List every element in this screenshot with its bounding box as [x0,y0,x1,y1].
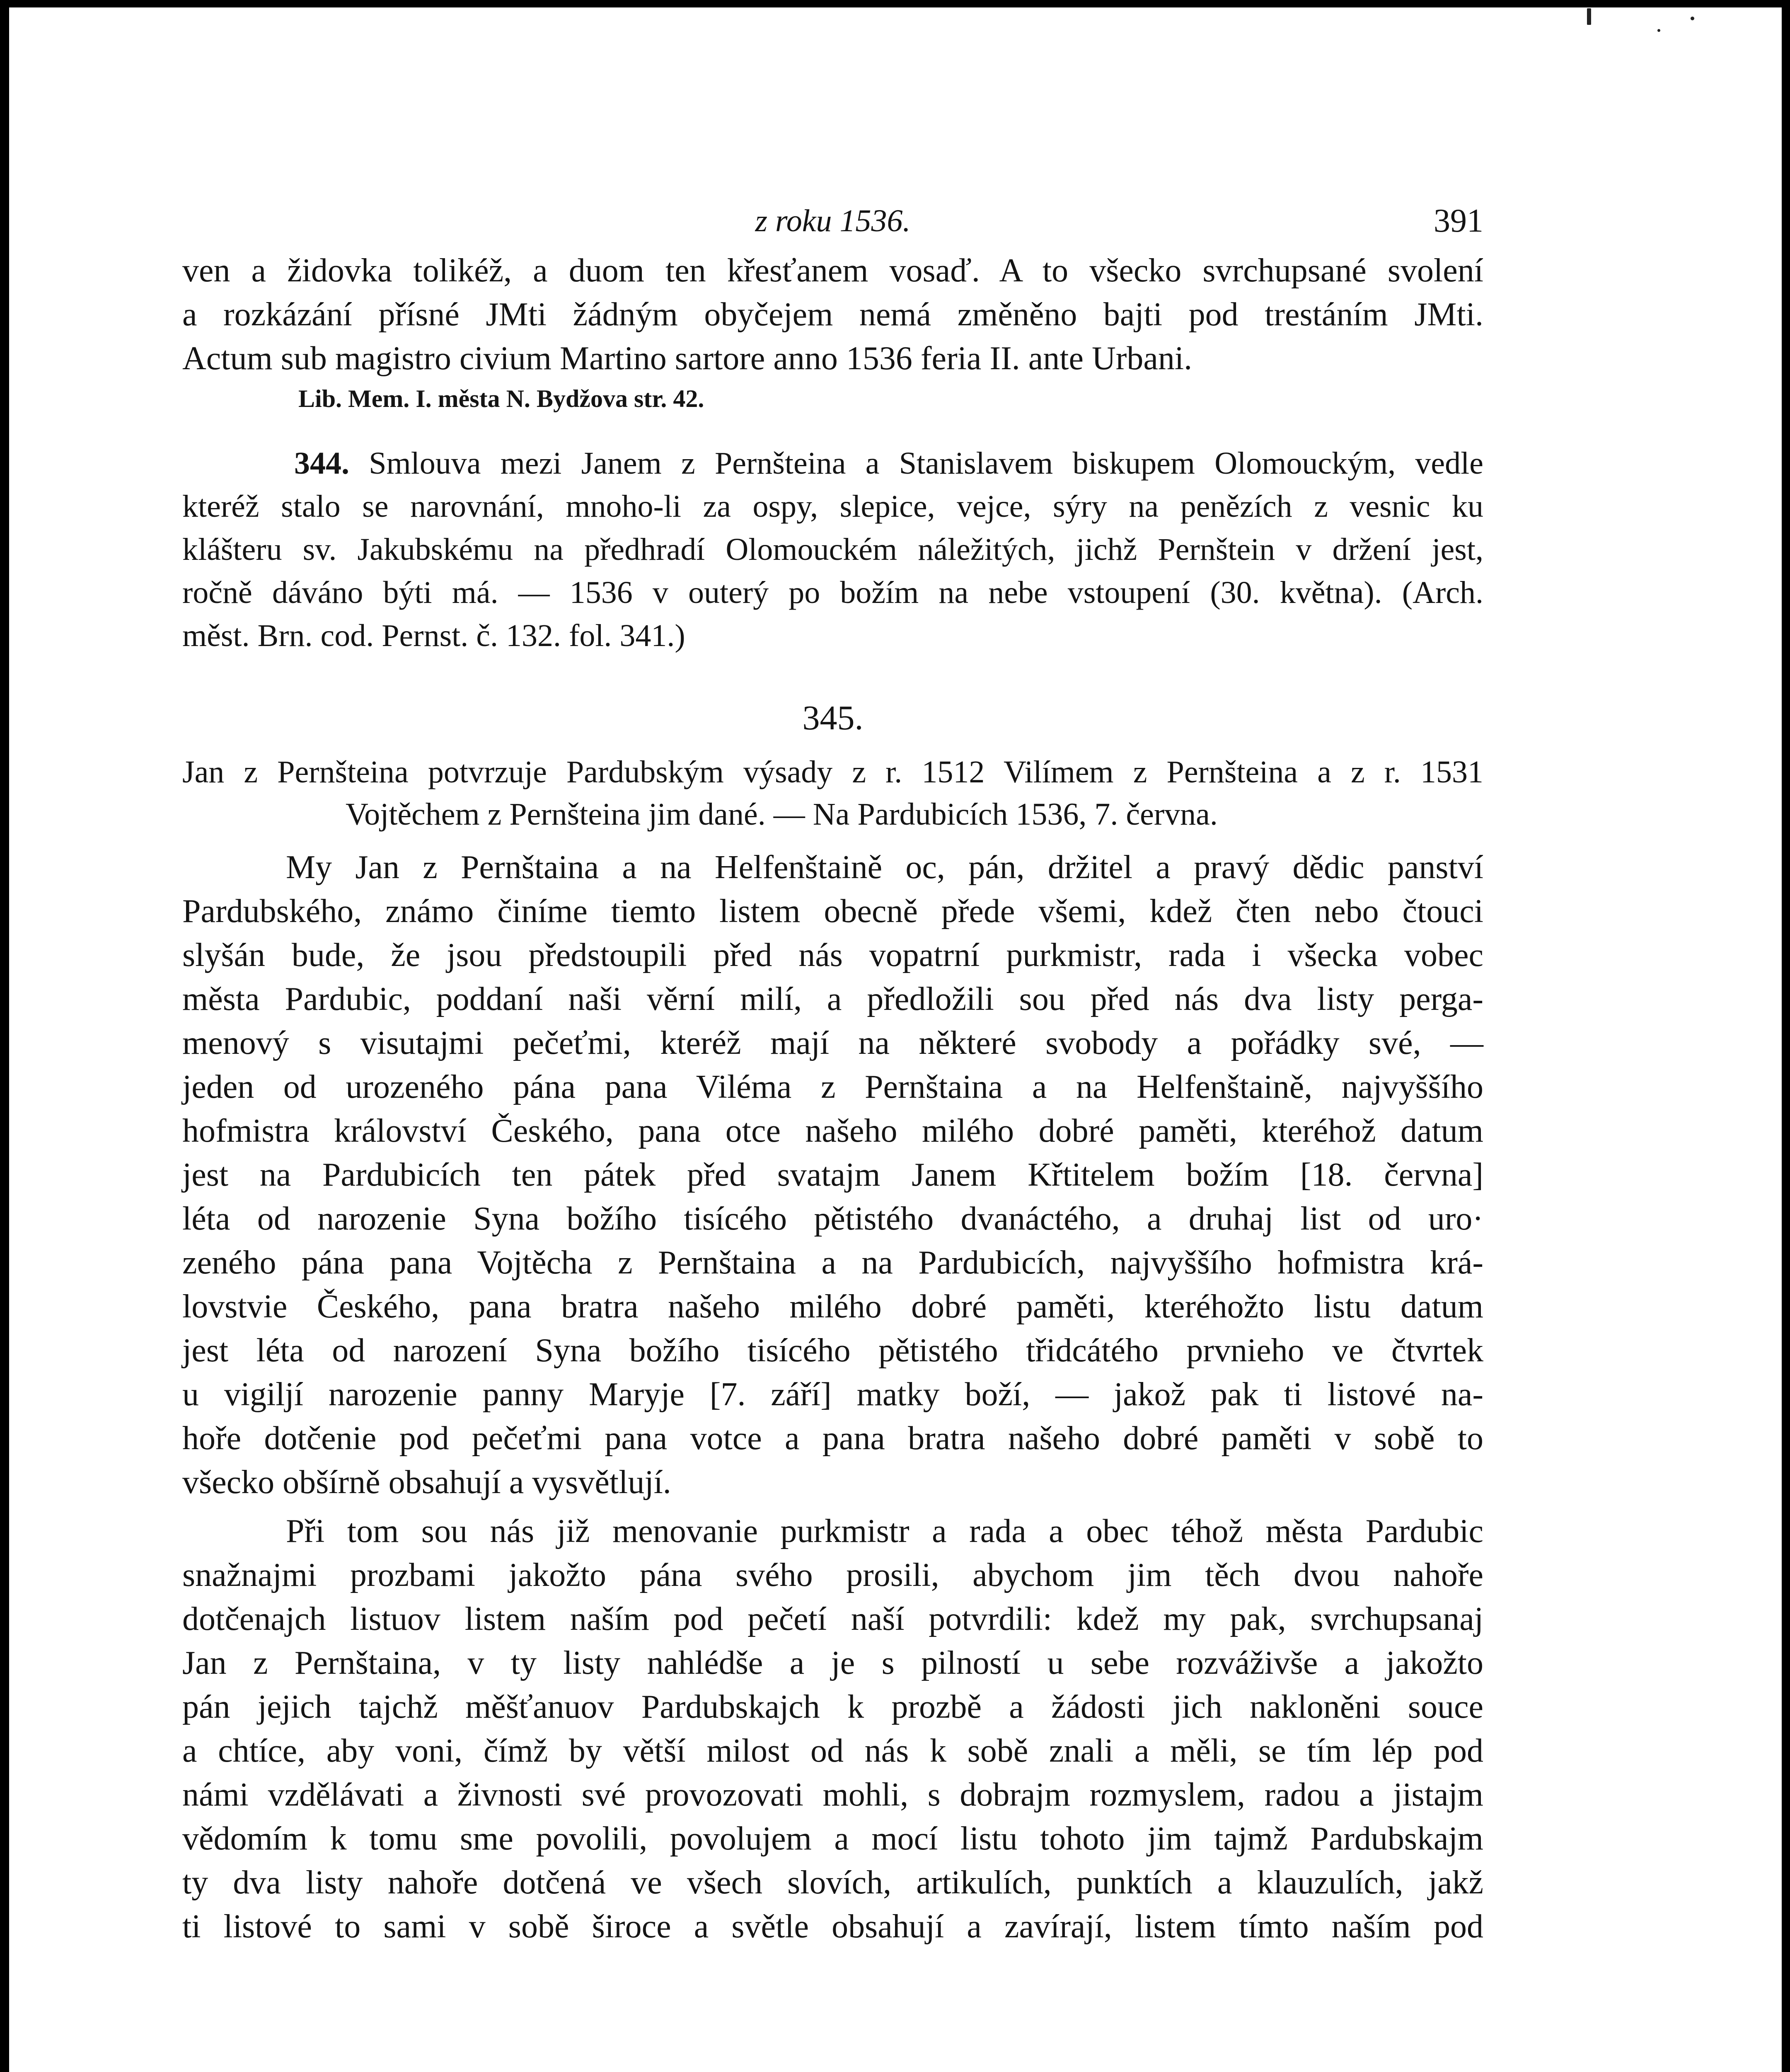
document-345-heading [182,751,1483,835]
scan-border-left [0,0,9,2072]
page-number: 391 [1434,203,1483,239]
source-note: Lib. Mem. I. města N. Bydžova str. 42. [298,385,704,412]
document-344-first-line [182,442,1483,485]
scan-speck [1657,29,1660,32]
text-line: města Pardubic, poddaní naši věrní milí, a předložili sou před nás dva listy perga- [182,981,1483,1017]
text-line: menový s visutajmi pečeťmi, kteréž mají na některé svobody a pořádky své, — [182,1025,1483,1061]
document-345-paragraph-2 [182,1509,1483,1949]
text-line: měst. Brn. cod. Pernst. č. 132. fol. 341.) [182,618,685,653]
document-345-paragraph-1 [182,845,1483,1504]
text-line: Jan z Pernštaina, v ty listy nahlédše a je s pilností u sebe rozváživše a jakožto [182,1645,1483,1681]
text-line: jest na Pardubicích ten pátek před svatajm Janem Křtitelem božím [18. června] [182,1157,1483,1193]
text-line: hofmistra království Českého, pana otce našeho milého dobré paměti, kteréhož datum [182,1113,1483,1149]
text-line: dotčenajch listuov listem naším pod pečetí naší potvrdili: kdež my pak, svrchupsanaj [182,1601,1483,1637]
text-line: u vigiljí narozenie panny Maryje [7. září] matky boží, — jakož pak ti listové na- [182,1376,1483,1413]
text-line: jest léta od narození Syna božího tisícého pětistého třidcátého prvnieho ve čtvrtek [182,1332,1483,1369]
text-line: všecko obšírně obsahují a vysvětlují. [182,1464,671,1501]
scan-speck [1691,17,1694,20]
text-line: vědomím k tomu sme povolili, povolujem a mocí listu tohoto jim tajmž Pardubskajm [182,1820,1483,1857]
text-line: Actum sub magistro civium Martino sartore anno 1536 feria II. ante Urbani. [182,340,1193,377]
text-line: ty dva listy nahoře dotčená ve všech slovích, artikulích, punktích a klauzulích, jakž [182,1864,1483,1901]
text-line: námi vzdělávati a živnosti své provozovati mohli, s dobrajm rozmyslem, radou a jistajm [182,1777,1483,1813]
text-line: snažnajmi prozbami jakožto pána svého prosili, abychom jim těch dvou nahoře [182,1557,1483,1593]
heading-line: Vojtěchem z Pernšteina jim dané. — Na Pardubicích 1536, 7. června. [346,797,1218,832]
text-line: hoře dotčenie pod pečeťmi pana votce a pana bratra našeho dobré paměti v sobě to [182,1420,1483,1457]
running-title: z roku 1536. [755,203,911,238]
text-line: ročně dáváno býti má. — 1536 v outerý po božím na nebe vstoupení (30. května). (Arch. [182,575,1483,610]
book-page [182,199,1483,1949]
text-line: Při tom sou nás již menovanie purkmistr a rada a obec téhož města Pardubic [286,1513,1483,1549]
text-line: Pardubského, známo činíme tiemto listem obecně přede všemi, kdež čten nebo čtouci [182,893,1483,929]
text-line: léta od narozenie Syna božího tisícého pětistého dvanáctého, a druhaj list od uro· [182,1201,1483,1237]
text-line: pán jejich tajchž měšťanuov Pardubskajch k prozbě a žádosti jich nakloněni souce [182,1689,1483,1725]
text-line: My Jan z Pernštaina a na Helfenštaině oc, pán, držitel a pravý dědic panství [286,849,1483,886]
text-line: kteréž stalo se narovnání, mnoho-li za ospy, slepice, vejce, sýry na penězích z vesnic ku [182,489,1483,524]
text-line: klášteru sv. Jakubskému na předhradí Olomouckém náležitých, jichž Pernštein v držení jest, [182,532,1483,567]
text-line: zeného pána pana Vojtěcha z Pernštaina a na Pardubicích, najvyššího hofmistra krá- [182,1244,1483,1281]
text-line: jeden od urozeného pána pana Viléma z Pernštaina a na Helfenštaině, najvyššího [182,1069,1483,1105]
text-line: ven a židovka tolikéž, a duom ten křesťanem vosaď. A to všecko svrchupsané svolení [182,252,1483,289]
text-line: Smlouva mezi Janem z Pernšteina a Stanislavem biskupem Olomouckým, vedle [369,446,1483,481]
text-line: slyšán bude, že jsou předstoupili před nás vopatrní purkmistr, rada i všecka vobec [182,937,1483,973]
document-344 [182,442,1483,657]
document-343-tail [182,249,1483,415]
text-line: lovstvie Českého, pana bratra našeho milého dobré paměti, kteréhožto listu datum [182,1288,1483,1325]
text-line: a chtíce, aby voni, čímž by větší milost od nás k sobě znali a měli, se tím lép pod [182,1733,1483,1769]
document-number-345: 345. [802,699,864,737]
scan-border-right [1782,0,1790,2072]
heading-line: Jan z Pernšteina potvrzuje Pardubským výsady z r. 1512 Vilímem z Pernšteina a z r. 1531 [182,755,1483,789]
document-number: 344. [294,446,349,481]
text-line: a rozkázání přísné JMti žádným obyčejem nemá změněno bajti pod trestáním JMti. [182,296,1483,333]
page-header [182,199,1483,249]
scan-border-top [0,0,1790,7]
scan-speck [1587,8,1591,25]
text-line: ti listové to sami v sobě široce a světle obsahují a zavírají, listem tímto naším pod [182,1908,1483,1945]
